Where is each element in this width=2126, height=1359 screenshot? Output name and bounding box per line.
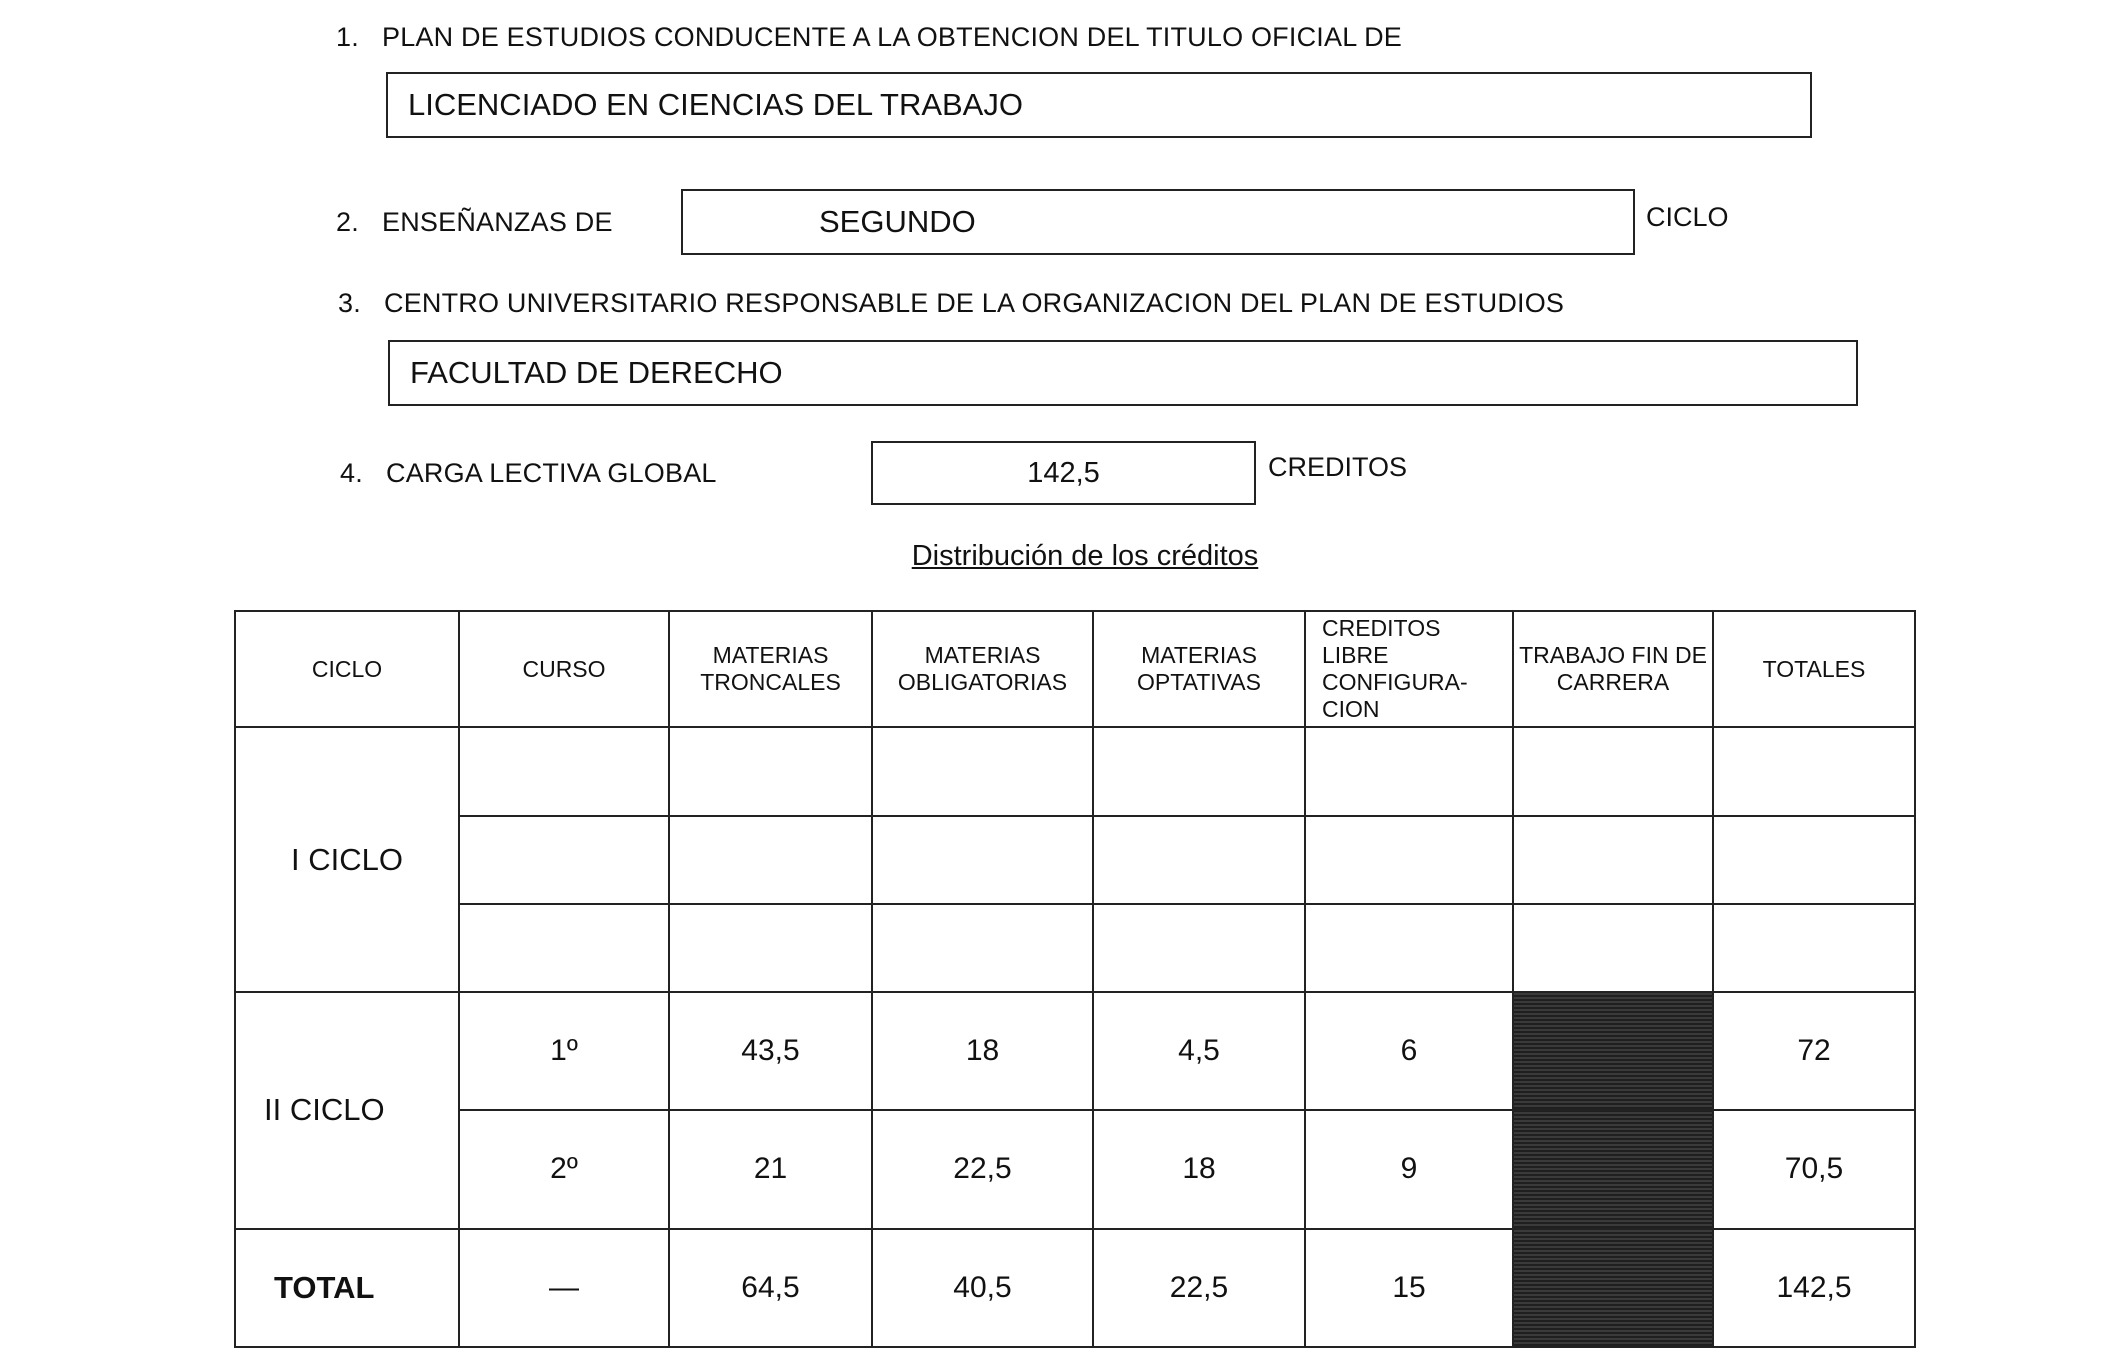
header-optativas: MATERIAS OPTATIVAS (1093, 611, 1305, 727)
section-4-label (340, 458, 717, 489)
ciclo1-row-2 (235, 816, 1915, 904)
ciclo-suffix: CICLO (1646, 202, 1729, 232)
centro-value: FACULTAD DE DERECHO (410, 355, 783, 390)
total-troncales-cell: 64,5 (669, 1229, 872, 1347)
troncales-cell: 21 (669, 1110, 872, 1228)
empty-cell (1305, 816, 1513, 904)
empty-cell (669, 816, 872, 904)
ciclo2-row-2 (235, 1110, 1915, 1228)
centro-field (388, 340, 1858, 406)
troncales-cell: 43,5 (669, 992, 872, 1110)
section-4-text: CARGA LECTIVA GLOBAL (386, 458, 717, 488)
optativas-cell: 18 (1093, 1110, 1305, 1228)
total-libre-cell: 15 (1305, 1229, 1513, 1347)
shaded-cell (1513, 1229, 1713, 1347)
header-libre-configuracion: CREDITOS LIBRE CONFIGURA- CION (1305, 611, 1513, 727)
section-3-number: 3. (338, 288, 361, 318)
ciclo2-label: II CICLO (235, 992, 459, 1229)
header-ciclo: CICLO (235, 611, 459, 727)
total-obligatorias-cell: 40,5 (872, 1229, 1093, 1347)
header-totales: TOTALES (1713, 611, 1915, 727)
libre-cell: 9 (1305, 1110, 1513, 1228)
header-curso: CURSO (459, 611, 669, 727)
ciclo1-row-3 (235, 904, 1915, 992)
creditos-suffix: CREDITOS (1268, 452, 1408, 482)
empty-cell (669, 904, 872, 992)
ciclo2-row-1 (235, 992, 1915, 1110)
ensenanzas-value: SEGUNDO (819, 204, 976, 239)
section-2-number: 2. (336, 207, 359, 237)
carga-value: 142,5 (1027, 456, 1100, 489)
shaded-cell (1513, 992, 1713, 1110)
empty-cell (1093, 727, 1305, 815)
empty-cell (459, 727, 669, 815)
carga-field (871, 441, 1256, 505)
totales-cell: 72 (1713, 992, 1915, 1110)
total-curso-cell: — (459, 1229, 669, 1347)
empty-cell (1713, 727, 1915, 815)
obligatorias-cell: 18 (872, 992, 1093, 1110)
total-totales-cell: 142,5 (1713, 1229, 1915, 1347)
empty-cell (1713, 816, 1915, 904)
section-2-label (336, 207, 613, 238)
empty-cell (1093, 816, 1305, 904)
header-trabajo-fin-carrera: TRABAJO FIN DE CARRERA (1513, 611, 1713, 727)
optativas-cell: 4,5 (1093, 992, 1305, 1110)
empty-cell (1093, 904, 1305, 992)
empty-cell (1305, 727, 1513, 815)
section-2-text: ENSEÑANZAS DE (382, 207, 613, 237)
header-row (235, 611, 1915, 727)
empty-cell (1305, 904, 1513, 992)
header-troncales: MATERIAS TRONCALES (669, 611, 872, 727)
empty-cell (1513, 727, 1713, 815)
curso-cell: 1º (459, 992, 669, 1110)
section-1-number: 1. (336, 22, 359, 52)
section-1-label (336, 22, 1402, 53)
empty-cell (459, 904, 669, 992)
titulo-value: LICENCIADO EN CIENCIAS DEL TRABAJO (408, 87, 1023, 122)
empty-cell (459, 816, 669, 904)
empty-cell (872, 904, 1093, 992)
section-1-text: PLAN DE ESTUDIOS CONDUCENTE A LA OBTENCION DEL TITULO OFICIAL DE (382, 22, 1403, 52)
empty-cell (1513, 904, 1713, 992)
totales-cell: 70,5 (1713, 1110, 1915, 1228)
libre-cell: 6 (1305, 992, 1513, 1110)
credits-distribution-table (234, 610, 1916, 1348)
section-3-label (338, 288, 1564, 319)
empty-cell (872, 727, 1093, 815)
empty-cell (1513, 816, 1713, 904)
total-optativas-cell: 22,5 (1093, 1229, 1305, 1347)
table-caption: Distribución de los créditos (911, 540, 1259, 572)
header-obligatorias: MATERIAS OBLIGATORIAS (872, 611, 1093, 727)
section-3-text: CENTRO UNIVERSITARIO RESPONSABLE DE LA ORGANIZACION DEL PLAN DE ESTUDIOS (384, 288, 1565, 318)
total-row (235, 1229, 1915, 1347)
ciclo1-label: I CICLO (235, 727, 459, 992)
ensenanzas-field (681, 189, 1635, 255)
shaded-cell (1513, 1110, 1713, 1228)
obligatorias-cell: 22,5 (872, 1110, 1093, 1228)
ciclo1-row-1 (235, 727, 1915, 815)
empty-cell (1713, 904, 1915, 992)
empty-cell (669, 727, 872, 815)
empty-cell (872, 816, 1093, 904)
curso-cell: 2º (459, 1110, 669, 1228)
total-label: TOTAL (235, 1229, 459, 1347)
section-4-number: 4. (340, 458, 363, 488)
titulo-field (386, 72, 1812, 138)
